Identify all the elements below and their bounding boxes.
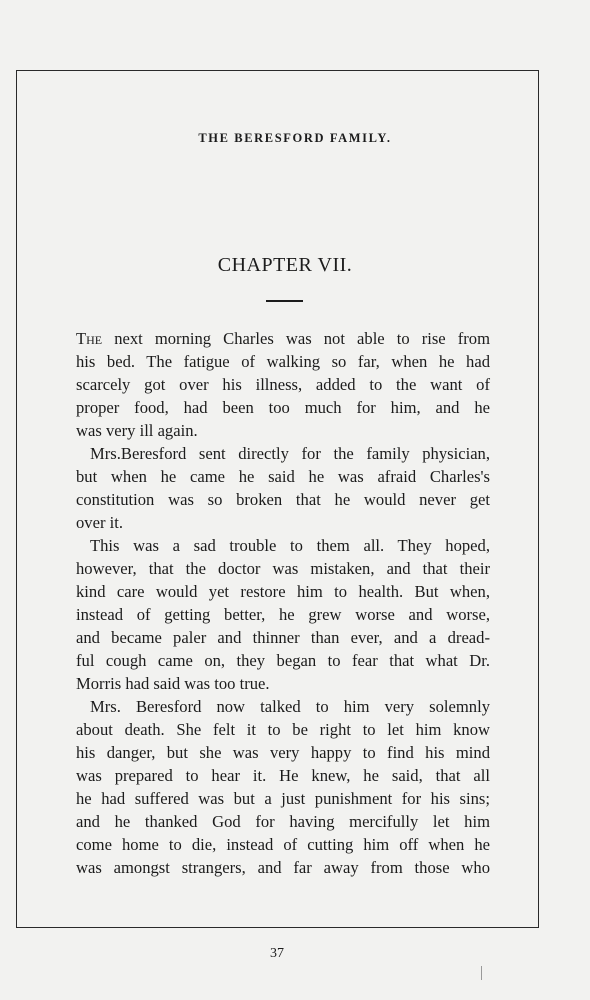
text-line: was very ill again. <box>76 421 198 440</box>
text-line-content: next morning Charles was not able to rise from <box>102 329 490 348</box>
text-line: over it. <box>76 513 124 532</box>
page-number: 37 <box>270 946 284 961</box>
text-line: instead of getting better, he grew worse and worse, <box>76 605 490 624</box>
text-line <box>76 327 490 350</box>
text-line: Morris had said was too true. <box>76 674 270 693</box>
text-line: constitution was so broken that he would never get <box>76 490 490 509</box>
chapter-title: CHAPTER VII. <box>217 254 353 276</box>
running-head: THE BERESFORD FAMILY. <box>198 131 392 145</box>
drop-lead-word: The <box>76 329 103 348</box>
text-line: proper food, had been too much for him, and he <box>76 398 490 417</box>
text-line: ful cough came on, they began to fear that what Dr. <box>76 651 490 670</box>
text-line: and became paler and thinner than ever, and a dread- <box>76 628 490 647</box>
text-line: This was a sad trouble to them all. They hoped, <box>90 536 490 555</box>
text-line: and he thanked God for having mercifully let him <box>76 812 490 831</box>
text-line: his bed. The fatigue of walking so far, when he had <box>76 352 490 371</box>
text-line: was prepared to hear it. He knew, he said, that all <box>76 766 490 785</box>
chapter-rule <box>266 300 303 302</box>
paper-mark <box>481 966 482 980</box>
text-line: kind care would yet restore him to health. But when, <box>76 582 490 601</box>
text-line: Mrs.Beresford sent directly for the family physician, <box>90 444 490 463</box>
text-line: however, that the doctor was mistaken, and that their <box>76 559 490 578</box>
text-line: his danger, but she was very happy to find his mind <box>76 743 490 762</box>
text-line: he had suffered was but a just punishment for his sins; <box>76 789 490 808</box>
body-text <box>76 327 490 879</box>
text-line: but when he came he said he was afraid Charles's <box>76 467 490 486</box>
text-line: Mrs. Beresford now talked to him very solemnly <box>90 697 490 716</box>
text-line: about death. She felt it to be right to let him know <box>76 720 490 739</box>
text-line: come home to die, instead of cutting him off when he <box>76 835 490 854</box>
text-line: was amongst strangers, and far away from those who <box>76 858 490 877</box>
text-line: scarcely got over his illness, added to the want of <box>76 375 490 394</box>
